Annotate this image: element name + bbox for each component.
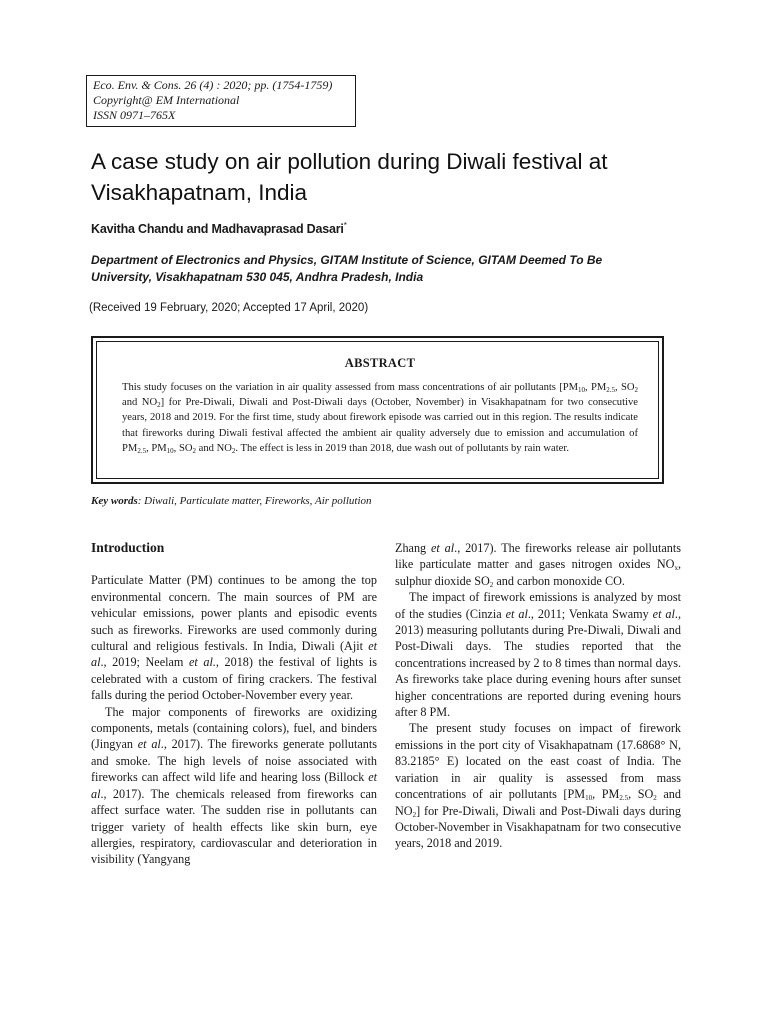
journal-citation-box xyxy=(86,75,356,127)
authors: Kavitha Chandu and Madhavaprasad Dasari xyxy=(91,222,344,237)
paragraph: Zhang et al., 2017). The fireworks release air pollutants like particulate matter and gases nitrogen oxides $NO_x$, sulphur dioxide $SO_2$ and carbon monoxide CO. xyxy=(395,541,682,589)
abstract-text: This study focuses on the variation in air quality assessed from mass concentrations of air pollutants [$PM_{10}$, $PM_{2.5}$, $SO_2$ and $NO_2$] for Pre-Diwali, Diwali and Post-Diwali days (October, November) in Visakhapatnam for two consecutive years, 2018 and 2019. For the first time, study about firework episode was carried out in this region. The results indicate that fireworks during Diwali festival affected the ambient air quality adversely due to emission and accumulation of $PM_{2.5}$, $PM_{10}$, $SO_2$ and $NO_2$. The effect is less in 2019 than 2018, due wash out of pollutants by rain water. xyxy=(122,382,638,455)
paragraph: The present study focuses on impact of firework emissions in the port city of Visakhapatnam (17.6868° N, 83.2185° E) located on the east coast of India. The variation in air quality is assessed from mass concentrations of air pollutants [$PM_{10}$, $PM_{2.5}$, $SO_2$ and $NO_2$] for Pre-Diwali, Diwali and Post-Diwali days during October-November in Visakhapatnam for two consecutive years, 2018 and 2019. xyxy=(395,721,681,851)
section-heading-introduction: Introduction xyxy=(91,540,165,555)
abstract-box xyxy=(91,336,664,484)
paragraph: Particulate Matter (PM) continues to be among the top environmental concern. The main sources of PM are vehicular emissions, power plants and episodic events such as fireworks. Fireworks are used commonly during cultural and religious festivals. In India, Diwali (Ajit et al., 2019; Neelam et al., 2018) the festival of lights is celebrated with a custom of firing crackers. The festival falls during the period October-November every year. xyxy=(91,573,377,703)
abstract-heading: ABSTRACT xyxy=(344,356,416,370)
journal-citation: Eco. Env. & Cons. 26 (4) : 2020; pp. (1754-1759) xyxy=(93,78,333,92)
keywords: Key words: Diwali, Particulate matter, Fireworks, Air pollution xyxy=(91,495,372,507)
keywords-text: Diwali, Particulate matter, Fireworks, Air pollution xyxy=(144,495,372,507)
paragraph: The major components of fireworks are oxidizing components, metals (containing colors), fuel, and binders (Jingyan et al., 2017). The fireworks generate pollutants and smoke. The high levels of noise associated with fireworks can affect wild life and hearing loss (Billock et al., 2017). The chemicals released from fireworks can affect surface water. The sudden rise in pollutants can trigger variety of health effects like skin burn, eye allergies, respiratory, cardiovascular and deterioration in visibility (Yangyang xyxy=(91,704,377,867)
column-right xyxy=(395,540,681,852)
paper-title: A case study on air pollution during Diwali festival at Visakhapatnam, India xyxy=(91,149,608,205)
journal-copyright: Copyright@ EM International xyxy=(93,93,240,107)
column-left xyxy=(91,540,377,868)
author-line xyxy=(91,221,347,236)
journal-issn: ISSN 0971–765X xyxy=(93,108,176,122)
paragraph: The impact of firework emissions is analyzed by most of the studies (Cinzia et al., 2011; Venkata Swamy et al., 2013) measuring pollutants during Pre-Diwali, Diwali and Post-Diwali days. The studies reported that the concentrations increased by 2 to 8 times than normal days. As fireworks take place during evening hours after sunset higher concentrations are reported during evening hours after 8 PM. xyxy=(395,590,681,720)
affiliation: Department of Electronics and Physics, GITAM Institute of Science, GITAM Deemed To Be University, Visakhapatnam 530 045, Andhra Pradesh, India xyxy=(91,253,603,284)
corresponding-author-mark: * xyxy=(343,221,347,230)
abstract-inner-frame xyxy=(96,341,659,479)
received-dates: (Received 19 February, 2020; Accepted 17 April, 2020) xyxy=(89,302,369,314)
keywords-label: Key words xyxy=(91,495,138,507)
